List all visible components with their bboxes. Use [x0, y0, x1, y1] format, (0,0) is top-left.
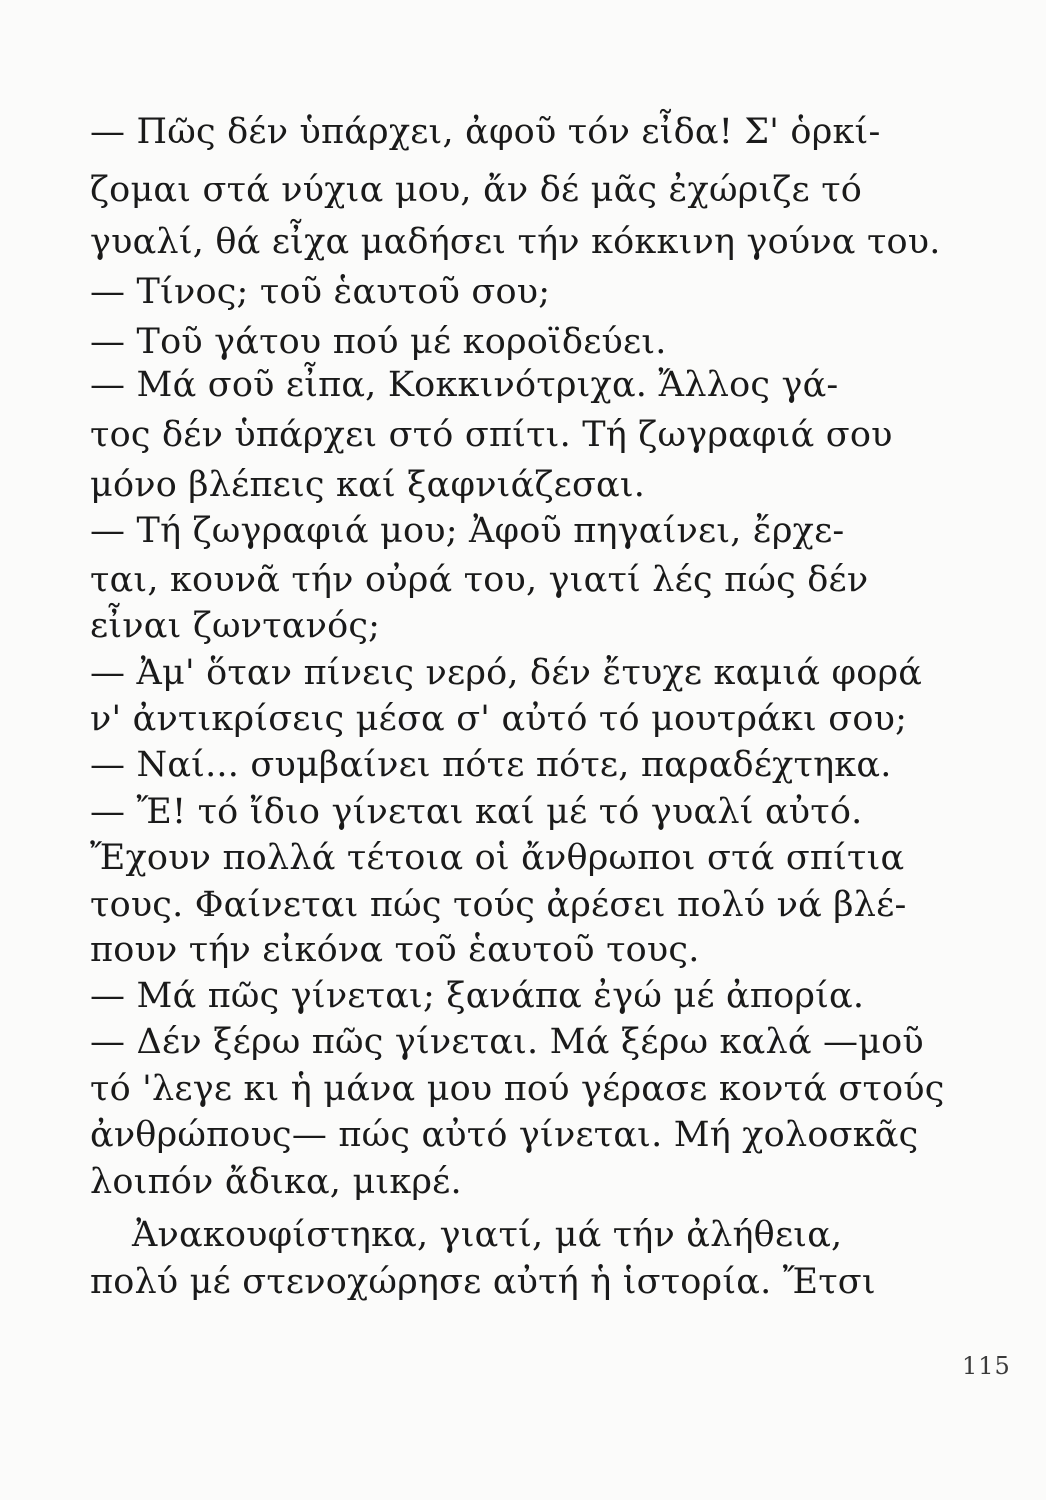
text-line: — Τίνος; τοῦ ἑαυτοῦ σου;: [90, 272, 551, 312]
text-line: ζομαι στά νύχια μου, ἄν δέ μᾶς ἐχώριζε τό: [90, 170, 863, 210]
page-number: 115: [962, 1352, 1011, 1380]
text-line: — Μά σοῦ εἶπα, Κοκκινότριχα. Ἄλλος γά-: [90, 365, 839, 405]
text-line: — Τοῦ γάτου πού μέ κοροϊδεύει.: [90, 322, 667, 362]
text-line: μόνο βλέπεις καί ξαφνιάζεσαι.: [90, 465, 646, 505]
text-line: τό 'λεγε κι ἡ μάνα μου πού γέρασε κοντά στούς: [90, 1069, 945, 1109]
text-line: ἀνθρώπους— πώς αὐτό γίνεται. Μή χολοσκᾶς: [90, 1115, 919, 1155]
text-line: — Τή ζωγραφιά μου; Ἀφοῦ πηγαίνει, ἔρχε-: [90, 511, 845, 551]
text-line: γυαλί, θά εἶχα μαδήσει τήν κόκκινη γούνα του.: [90, 222, 941, 262]
text-line: εἶναι ζωντανός;: [90, 606, 381, 646]
text-line: Ἔχουν πολλά τέτοια οἱ ἄνθρωποι στά σπίτια: [90, 838, 905, 878]
text-line: ν' ἀντικρίσεις μέσα σ' αὐτό τό μουτράκι σου;: [90, 699, 908, 739]
text-line: λοιπόν ἄδικα, μικρέ.: [90, 1162, 462, 1202]
text-line: — Πῶς δέν ὑπάρχει, ἀφοῦ τόν εἶδα! Σ' ὁρκί-: [90, 112, 881, 152]
text-line: — Ἔ! τό ἴδιο γίνεται καί μέ τό γυαλί αὐτό.: [90, 792, 863, 832]
text-line: Ἀνακουφίστηκα, γιατί, μά τήν ἀλήθεια,: [132, 1215, 843, 1255]
text-line: — Μά πῶς γίνεται; ξανάπα ἐγώ μέ ἀπορία.: [90, 976, 865, 1016]
text-line: — Ἀμ' ὅταν πίνεις νερό, δέν ἔτυχε καμιά φορά: [90, 653, 923, 693]
text-line: τους. Φαίνεται πώς τούς ἀρέσει πολύ νά βλέ-: [90, 885, 907, 925]
text-line: — Ναί... συμβαίνει πότε πότε, παραδέχτηκα.: [90, 745, 892, 785]
text-line: — Δέν ξέρω πῶς γίνεται. Μά ξέρω καλά —μοῦ: [90, 1022, 924, 1062]
text-line: τος δέν ὑπάρχει στό σπίτι. Τή ζωγραφιά σου: [90, 415, 893, 455]
text-line: πολύ μέ στενοχώρησε αὐτή ἡ ἱστορία. Ἔτσι: [90, 1262, 876, 1302]
text-line: πουν τήν εἰκόνα τοῦ ἑαυτοῦ τους.: [90, 930, 700, 970]
text-line: ται, κουνᾶ τήν οὐρά του, γιατί λές πώς δέν: [90, 560, 869, 600]
